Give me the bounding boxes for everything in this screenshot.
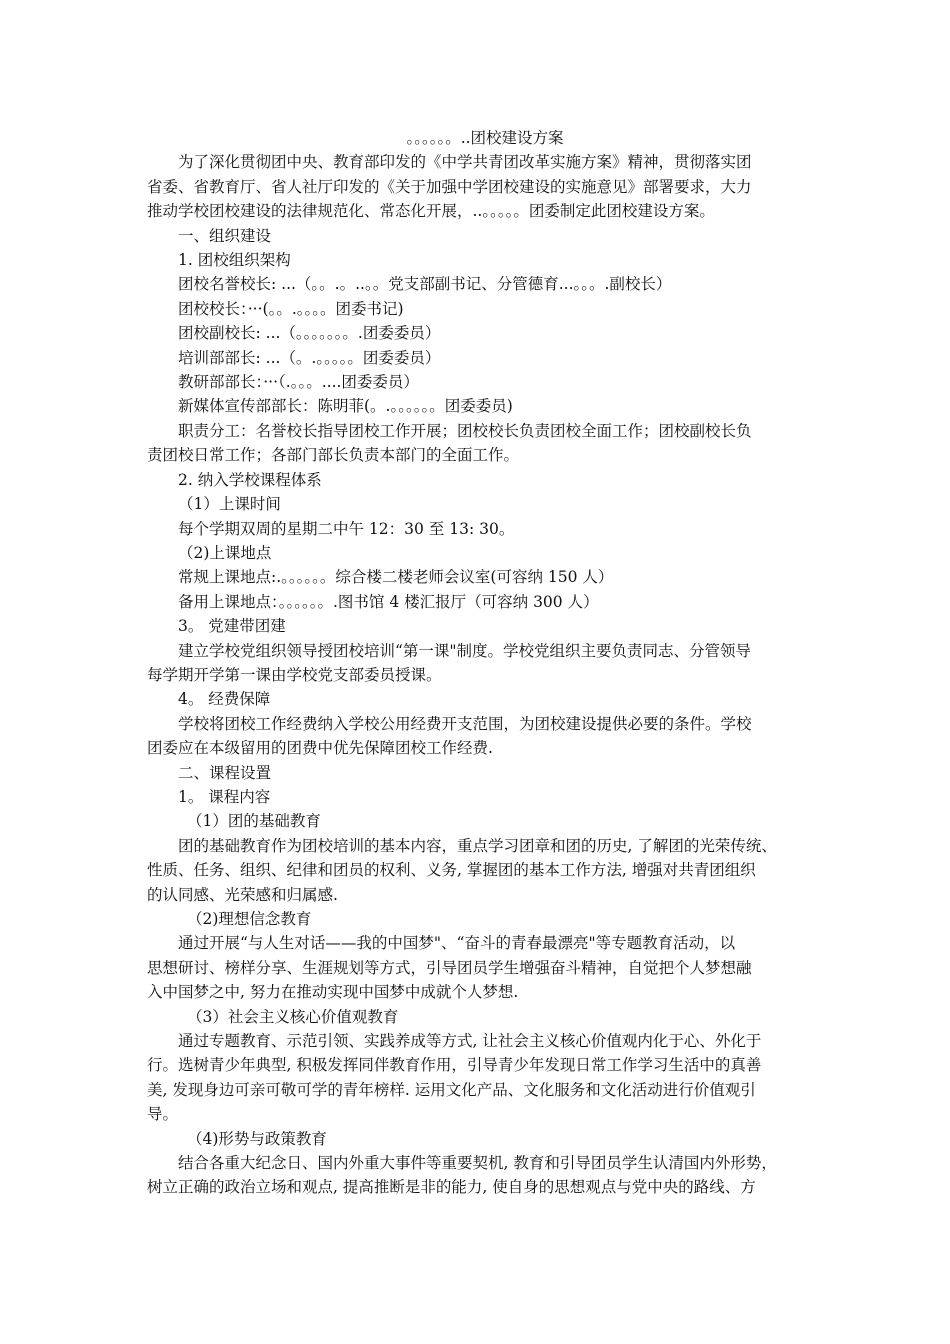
item-heading: （1）上课时间 bbox=[178, 495, 281, 514]
paragraph-line: 推动学校团校建设的法律规范化、常态化开展，..。。。。。团委制定此团校建设方案。 bbox=[147, 202, 715, 221]
list-line: 新媒体宣传部部长：陈明菲(。.。。。。。。团委委员) bbox=[178, 397, 513, 416]
list-line: 团校副校长: ...（。。。。。。。.团委委员） bbox=[178, 324, 441, 343]
subsection-heading: 1. 团校组织架构 bbox=[178, 251, 291, 270]
paragraph-line: 通过开展“与人生对话——我的中国梦"、“奋斗的青春最漂亮"等专题教育活动，以 bbox=[178, 934, 736, 953]
paragraph-line: 结合各重大纪念日、国内外重大事件等重要契机, 教育和引导团员学生认清国内外形势， bbox=[178, 1154, 777, 1173]
document-page bbox=[147, 126, 813, 1200]
paragraph-line: 学校将团校工作经费纳入学校公用经费开支范围，为团校建设提供必要的条件。学校 bbox=[178, 714, 752, 733]
paragraph-line: 职责分工：名誉校长指导团校工作开展；团校校长负责团校全面工作；团校副校长负 bbox=[178, 421, 752, 440]
subsection-heading: 2. 纳入学校课程体系 bbox=[178, 470, 322, 489]
item-heading: （3）社会主义核心价值观教育 bbox=[187, 1007, 399, 1026]
paragraph-line: 树立正确的政治立场和观点, 提高推断是非的能力, 使自身的思想观点与党中央的路线、方 bbox=[147, 1178, 756, 1197]
paragraph-line: 省委、省教育厅、省人社厅印发的《关于加强中学团校建设的实施意见》部署要求，大力 bbox=[147, 177, 752, 196]
paragraph-line: 性质、任务、组织、纪律和团员的权利、义务, 掌握团的基本工作方法, 增强对共青团组织 bbox=[147, 861, 756, 880]
paragraph-line: 入中国梦之中, 努力在推动实现中国梦中成就个人梦想. bbox=[147, 983, 519, 1002]
list-line: 教研部部长：···（.。。。....团委委员） bbox=[178, 373, 419, 392]
section-heading: 二、课程设置 bbox=[178, 763, 272, 782]
section-heading: 一、组织建设 bbox=[178, 226, 272, 245]
item-heading: （2)理想信念教育 bbox=[187, 910, 312, 928]
list-line: 常规上课地点:.。。。。。。综合楼二楼老师会议室(可容纳 150 人） bbox=[178, 568, 614, 587]
paragraph-line: 建立学校党组织领导授团校培训“第一课"制度。学校党组织主要负责同志、分管领导 bbox=[178, 641, 752, 660]
list-line: 团校名誉校长: ...（。。.。..。。党支部副书记、分管德育...。。。.副校长） bbox=[178, 275, 672, 294]
subsection-heading: 1。 课程内容 bbox=[178, 787, 271, 806]
item-heading: （4)形势与政策教育 bbox=[187, 1129, 327, 1148]
paragraph-line: 为了深化贯彻团中央、教育部印发的《中学共青团改革实施方案》精神，贯彻落实团 bbox=[178, 153, 752, 172]
item-heading: （2)上课地点 bbox=[178, 543, 272, 562]
paragraph-line: 团的基础教育作为团校培训的基本内容，重点学习团章和团的历史, 了解团的光荣传统、 bbox=[178, 836, 777, 855]
paragraph-line: 每学期开学第一课由学校党支部委员授课。 bbox=[147, 665, 442, 684]
list-line: 备用上课地点：。。。。。。.图书馆 4 楼汇报厅（可容纳 300 人） bbox=[178, 592, 599, 611]
paragraph-line: 责团校日常工作；各部门部长负责本部门的全面工作。 bbox=[147, 446, 520, 465]
subsection-heading: 4。 经费保障 bbox=[178, 690, 271, 709]
paragraph-line: 通过专题教育、示范引领、实践养成等方式, 让社会主义核心价值观内化于心、外化于 bbox=[178, 1032, 762, 1051]
list-line: 培训部部长: ...（。.。。。。。团委委员） bbox=[178, 348, 441, 367]
paragraph-line: 团委应在本级留用的团费中优先保障团校工作经费. bbox=[147, 739, 493, 758]
paragraph-line: 导。 bbox=[147, 1105, 179, 1124]
paragraph-line: 行。选树青少年典型, 积极发挥同伴教育作用，引导青少年发现日常工作学习生活中的真善 bbox=[147, 1056, 762, 1075]
paragraph-line: 思想研讨、榜样分享、生涯规划等方式，引导团员学生增强奋斗精神，自觉把个人梦想融 bbox=[147, 958, 752, 977]
paragraph-line: 每个学期双周的星期二中午 12：30 至 13: 30。 bbox=[178, 519, 515, 538]
paragraph-line: 的认同感、光荣感和归属感. bbox=[147, 885, 338, 904]
paragraph-line: 美, 发现身边可亲可敬可学的青年榜样. 运用文化产品、文化服务和文化活动进行价值观引 bbox=[147, 1080, 756, 1099]
list-line: 团校校长：···(。。.。。。。团委书记) bbox=[178, 299, 404, 318]
document-title: 。。。。。。..团校建设方案 bbox=[406, 129, 564, 147]
item-heading: （1）团的基础教育 bbox=[187, 812, 321, 831]
subsection-heading: 3。 党建带团建 bbox=[178, 617, 286, 636]
